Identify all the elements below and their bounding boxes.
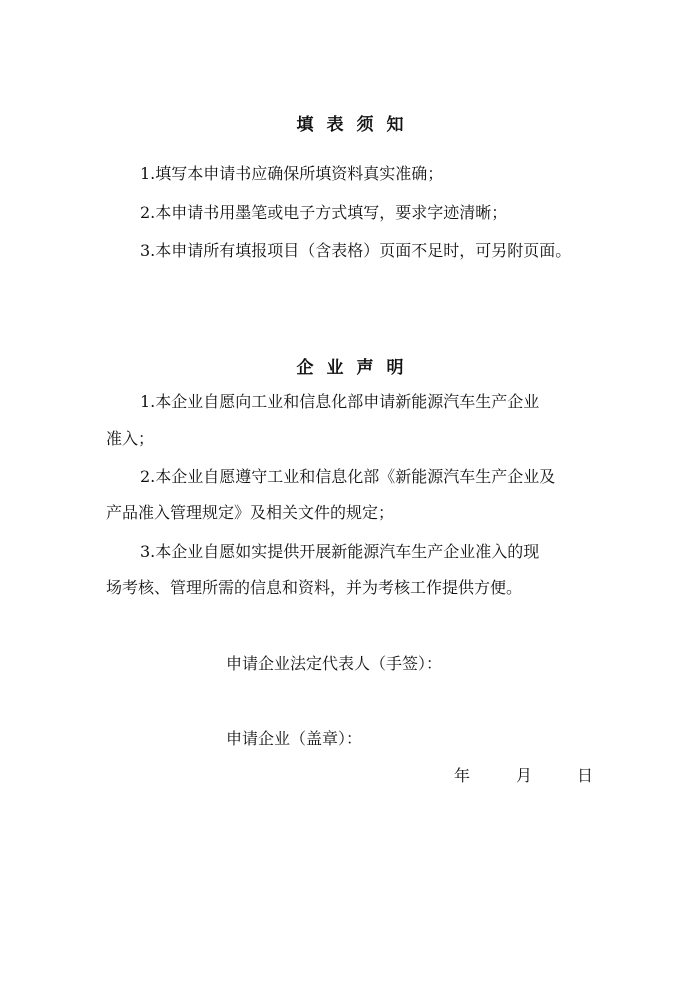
date-year-label: 年 [454, 766, 471, 785]
declaration-item-3-line1: 3.本企业自愿如实提供开展新能源汽车生产企业准入的现 [140, 542, 540, 561]
representative-signature-label: 申请企业法定代表人（手签）： [226, 654, 443, 673]
declaration-item-1-line2: 准入； [106, 429, 155, 448]
declaration-title: 企业声明 [296, 358, 417, 378]
notice-item-1: 1.填写本申请书应确保所填资料真实准确； [140, 164, 444, 183]
declaration-item-3-line2: 场考核、管理所需的信息和资料，并为考核工作提供方便。 [106, 578, 523, 597]
company-seal-label: 申请企业（盖章）： [226, 729, 363, 748]
date-month-label: 月 [516, 766, 533, 785]
notice-title: 填表须知 [296, 115, 417, 135]
declaration-item-2-line2: 产品准入管理规定》及相关文件的规定； [106, 503, 395, 522]
notice-item-3: 3.本申请所有填报项目（含表格）页面不足时，可另附页面。 [140, 241, 572, 260]
notice-item-2: 2.本申请书用墨笔或电子方式填写，要求字迹清晰； [140, 203, 508, 222]
declaration-item-2-line1: 2.本企业自愿遵守工业和信息化部《新能源汽车生产企业及 [140, 467, 556, 486]
declaration-item-1-line1: 1.本企业自愿向工业和信息化部申请新能源汽车生产企业 [140, 392, 540, 411]
date-day-label: 日 [577, 766, 594, 785]
